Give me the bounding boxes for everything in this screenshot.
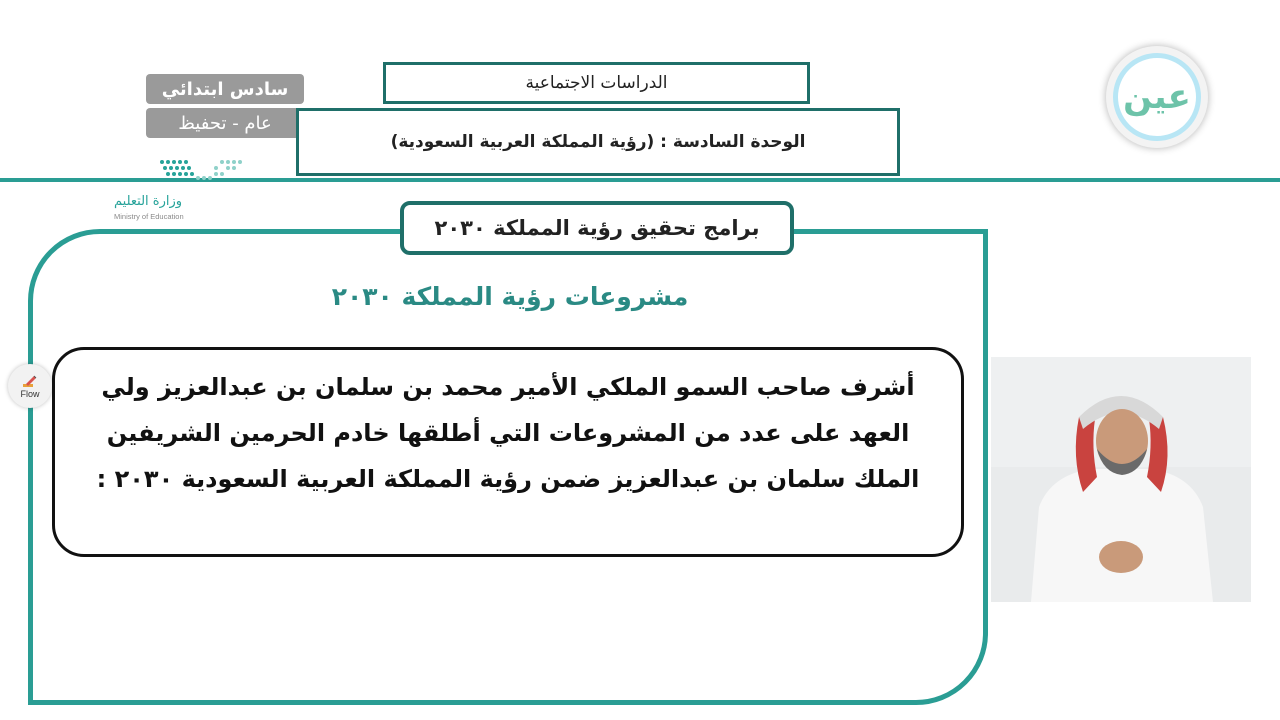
flow-tool-button[interactable] — [8, 364, 52, 408]
ministry-subtitle: Ministry of Education — [114, 212, 184, 221]
ain-logo-ring — [1113, 53, 1201, 141]
flow-label: Flow — [20, 388, 40, 399]
ain-logo-text: عين — [1123, 77, 1191, 117]
lesson-body-text: أشرف صاحب السمو الملكي الأمير محمد بن سلمان بن عبدالعزيز ولي العهد على عدد من المشروعات التي أطلقها خادم الحرمين الشريفين الملك سلمان بن عبدالعزيز ضمن رؤية المملكة العربية السعودية ٢٠٣٠ : — [52, 347, 964, 557]
track-badge: عام - تحفيظ — [146, 108, 304, 138]
ministry-name: وزارة التعليم — [114, 194, 183, 209]
ministry-of-education-logo — [108, 152, 212, 224]
lesson-title: برامج تحقيق رؤية المملكة ٢٠٣٠ — [400, 201, 794, 255]
pencil-icon — [22, 374, 38, 388]
lesson-subtitle: مشروعات رؤية المملكة ٢٠٣٠ — [331, 282, 689, 311]
grade-badge: سادس ابتدائي — [146, 74, 304, 104]
presenter-video — [991, 357, 1251, 602]
ain-channel-logo — [1106, 46, 1208, 148]
ministry-logo-dots-icon — [158, 156, 246, 184]
unit-title: الوحدة السادسة : (رؤية المملكة العربية السعودية) — [296, 108, 900, 176]
subject-title: الدراسات الاجتماعية — [383, 62, 810, 104]
